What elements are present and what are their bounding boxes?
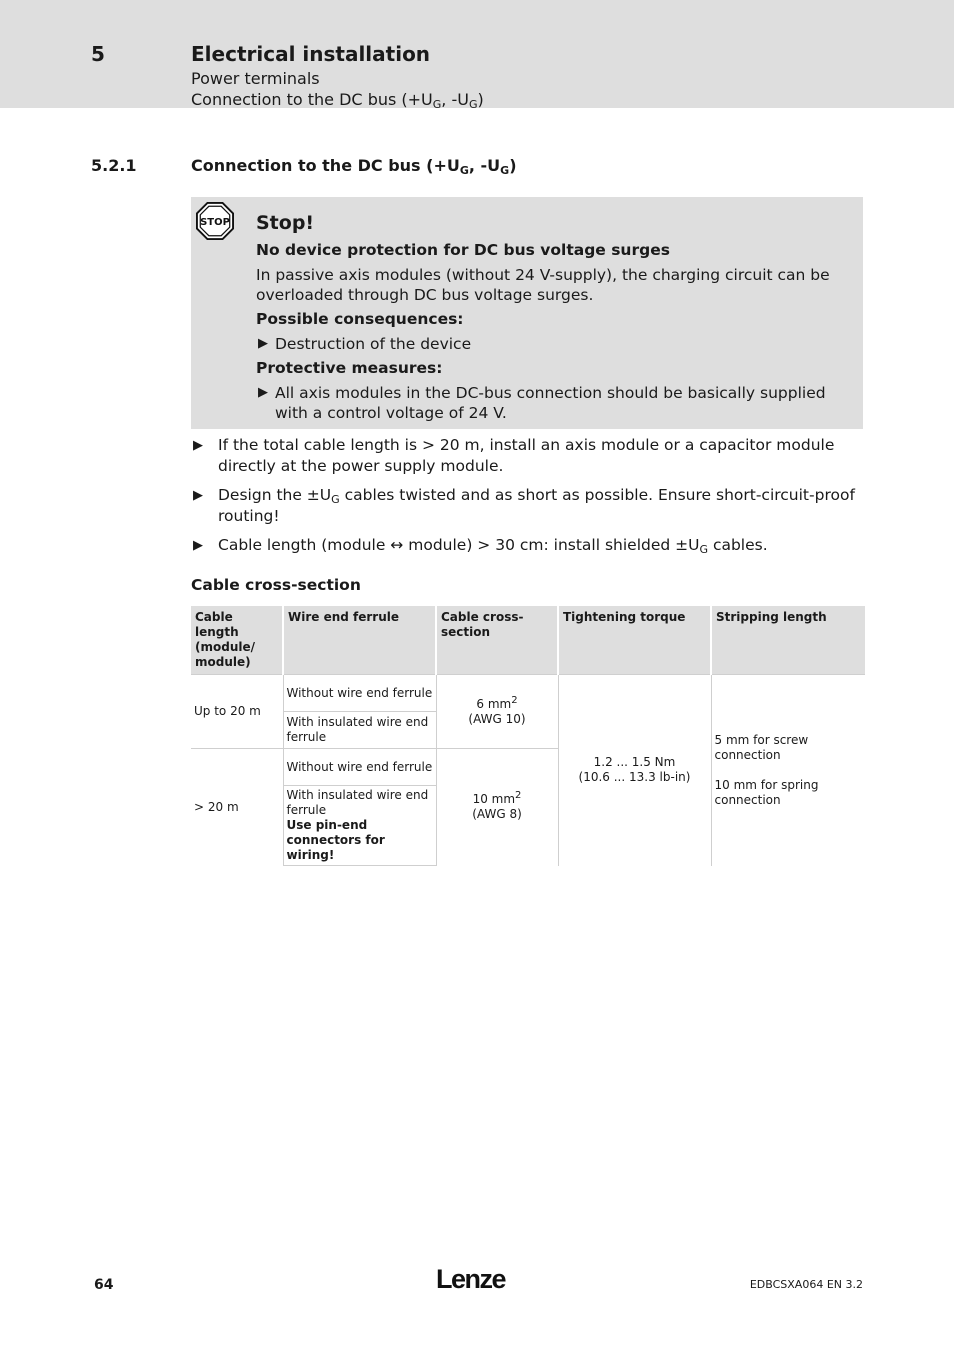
chapter-title: Electrical installation <box>191 42 431 66</box>
column-header: Cable cross-section <box>436 606 558 675</box>
column-header: Tightening torque <box>558 606 711 675</box>
table-cell-length: > 20 m <box>191 749 283 866</box>
triangle-bullet-icon: ▶ <box>258 336 268 351</box>
column-header: Wire end ferrule <box>283 606 436 675</box>
measures-list <box>256 383 856 423</box>
list-item: ▶ Destruction of the device <box>258 335 472 353</box>
document-code: EDBCSXA064 EN 3.2 <box>749 1278 863 1291</box>
measures-label: Protective measures: <box>256 359 443 377</box>
list-item: ▶ Design the $\pm U_G$ cables twisted and as short as possible. Ensure short-circuit-proof routing! <box>193 486 855 525</box>
stop-notice <box>191 197 863 429</box>
svg-text:STOP: STOP <box>200 216 230 228</box>
page-number: 64 <box>94 1277 114 1293</box>
chapter-number: 5 <box>91 42 105 66</box>
list-item: ▶ If the total cable length is > 20 m, install an axis module or a capacitor module directly at the power supply module. <box>193 436 835 475</box>
stop-subtitle: No device protection for DC bus voltage surges <box>256 241 670 259</box>
table-cell-length: Up to 20 m <box>191 675 283 749</box>
table-cell-torque: 1.2 ... 1.5 Nm (10.6 ... 13.3 lb-in) <box>558 675 711 866</box>
triangle-bullet-icon: ▶ <box>193 538 203 553</box>
table-heading: Cable cross-section <box>191 576 361 594</box>
table-cell-ferrule: With insulated wire end ferrule Use pin-end connectors for wiring! <box>283 786 436 866</box>
triangle-bullet-icon: ▶ <box>193 438 203 453</box>
breadcrumb-power-terminals: Power terminals <box>191 69 320 88</box>
table-cell-cross-section: 6 $mm^2$ (AWG 10) <box>436 675 558 749</box>
table-cell-ferrule: With insulated wire end ferrule <box>283 712 436 749</box>
triangle-bullet-icon: ▶ <box>193 488 203 503</box>
table-cell-stripping: 5 mm for screw connection 10 mm for spring connection <box>711 675 865 866</box>
section-number: 5.2.1 <box>91 156 137 175</box>
stop-text: In passive axis modules (without 24 V-supply), the charging circuit can be overloaded through DC bus voltage surges. <box>256 266 830 304</box>
table-cell-ferrule: Without wire end ferrule <box>283 675 436 712</box>
list-item: ▶ Cable length (module ↔ module) > 30 cm: install shielded $\pm U_G$ cables. <box>193 536 768 556</box>
consequences-label: Possible consequences: <box>256 310 464 328</box>
table-header-row <box>191 606 865 675</box>
list-item: ▶ All axis modules in the DC-bus connection should be basically supplied with a control voltage of 24 V. <box>258 384 826 422</box>
instruction-list <box>191 435 863 564</box>
triangle-bullet-icon: ▶ <box>258 385 268 400</box>
wiring-note: Use pin-end connectors for wiring! <box>286 818 385 862</box>
breadcrumb-dc-bus: Connection to the DC bus ($+U_G$, $-U_G$) <box>191 90 484 111</box>
table-cell-ferrule: Without wire end ferrule <box>283 749 436 786</box>
stop-title: Stop! <box>256 212 315 234</box>
stop-sign-icon <box>196 202 234 240</box>
column-header: Cable length (module/ module) <box>191 606 283 675</box>
table-row <box>191 675 865 712</box>
section-title: Connection to the DC bus ($+U_G$, $-U_G$) <box>191 156 517 177</box>
cable-cross-section-table <box>191 606 865 866</box>
lenze-logo: Lenze <box>436 1264 506 1294</box>
consequences-list <box>256 334 856 354</box>
column-header: Stripping length <box>711 606 865 675</box>
table-cell-cross-section: 10 $mm^2$ (AWG 8) <box>436 749 558 866</box>
